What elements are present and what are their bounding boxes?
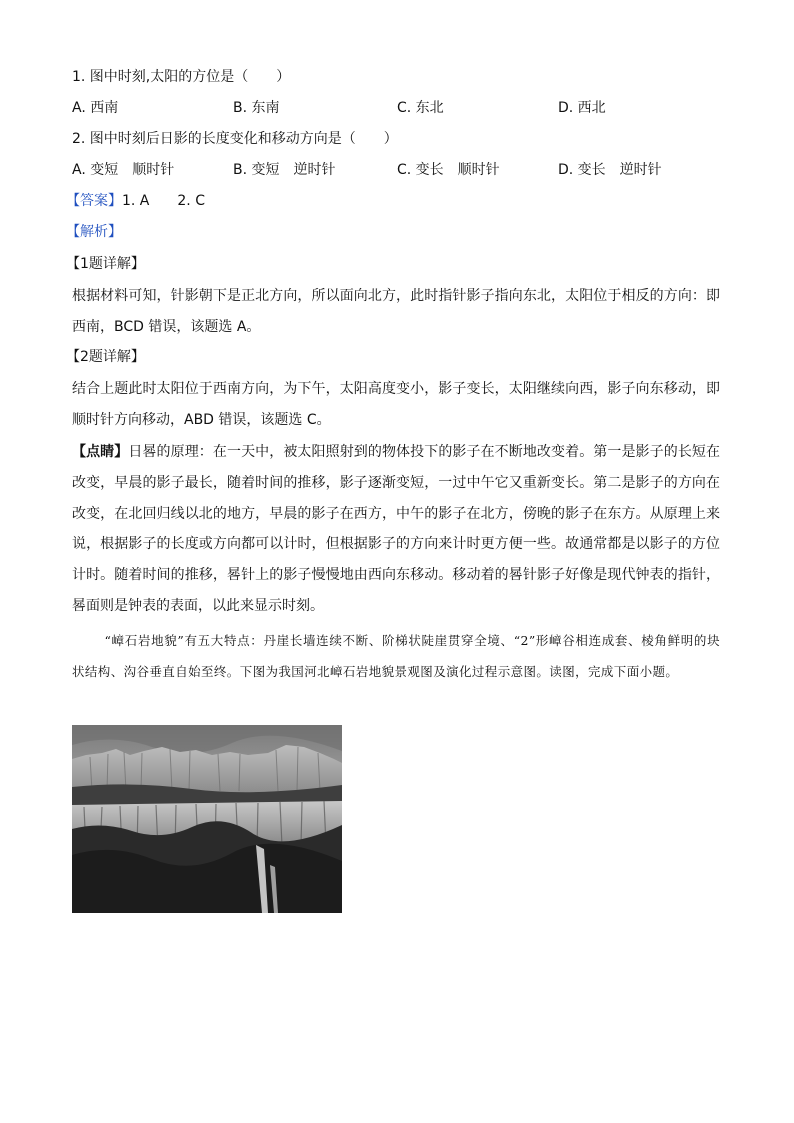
- answer-tag: 【答案】: [66, 193, 122, 209]
- tip-text: 日晷的原理：在一天中，被太阳照射到的物体投下的影子在不断地改变着。第一是影子的长短在改变，早晨的影子最长，随着时间的推移，影子逐渐变短，一过中午它又重新变长。第二是影子的方向在改变，在北回归线以北的地方，早晨的影子在西方，中午的影子在北方，傍晚的影子在东方。从原理上来说，根据影子的长度或方向都可以计时，但根据影子的方向来计时更方便一些。故通常都是以影子的方位计时。随着时间的推移，晷针上的影子慢慢地由西向东移动。移动着的晷针影子好像是现代钟表的指针，晷面则是钟表的表面，以此来显示时刻。: [72, 444, 721, 614]
- question-2-option-b: B. 变短 逆时针: [233, 162, 336, 178]
- question-2-stem: 2. 图中时刻后日影的长度变化和移动方向是（ ）: [72, 131, 398, 147]
- intro-paragraph: “嶂石岩地貌”有五大特点：丹崖长墙连续不断、阶梯状陡崖贯穿全境、“2”形嶂谷相连成套、棱角鲜明的块状结构、沟谷垂直自始至终。下图为我国河北嶂石岩地貌景观图及演化过程示意图。读图，完成下面小题。: [72, 633, 720, 679]
- question-1-options: [72, 98, 722, 118]
- tip-paragraph: [72, 437, 720, 622]
- question-2-options: [72, 160, 722, 180]
- detail-1-text: 根据材料可知，针影朝下是正北方向，所以面向北方，此时指针影子指向东北，太阳位于相反的方向：即西南，BCD 错误，该题选 A。: [72, 288, 720, 335]
- detail-2-text: 结合上题此时太阳位于西南方向，为下午，太阳高度变小，影子变长，太阳继续向西，影子向东移动，即顺时针方向移动，ABD 错误，该题选 C。: [72, 381, 720, 428]
- question-1-option-c: C. 东北: [397, 100, 444, 116]
- detail-2-tag: 【2题详解】: [66, 349, 145, 365]
- answer-text: 1. A 2. C: [122, 193, 205, 209]
- question-2-option-c: C. 变长 顺时针: [397, 162, 500, 178]
- landscape-photo: [72, 725, 342, 913]
- tip-tag: 【点睛】: [72, 444, 129, 460]
- detail-1-tag: 【1题详解】: [66, 256, 145, 272]
- landscape-photo-icon: [72, 725, 342, 913]
- question-1-option-d: D. 西北: [558, 100, 606, 116]
- question-1-option-a: A. 西南: [72, 100, 119, 116]
- answer-line: [66, 191, 716, 211]
- question-1-stem: 1. 图中时刻,太阳的方位是（ ）: [72, 69, 291, 85]
- analysis-tag: 【解析】: [66, 224, 122, 240]
- question-1-option-b: B. 东南: [233, 100, 280, 116]
- question-2-option-d: D. 变长 逆时针: [558, 162, 662, 178]
- question-2-option-a: A. 变短 顺时针: [72, 162, 175, 178]
